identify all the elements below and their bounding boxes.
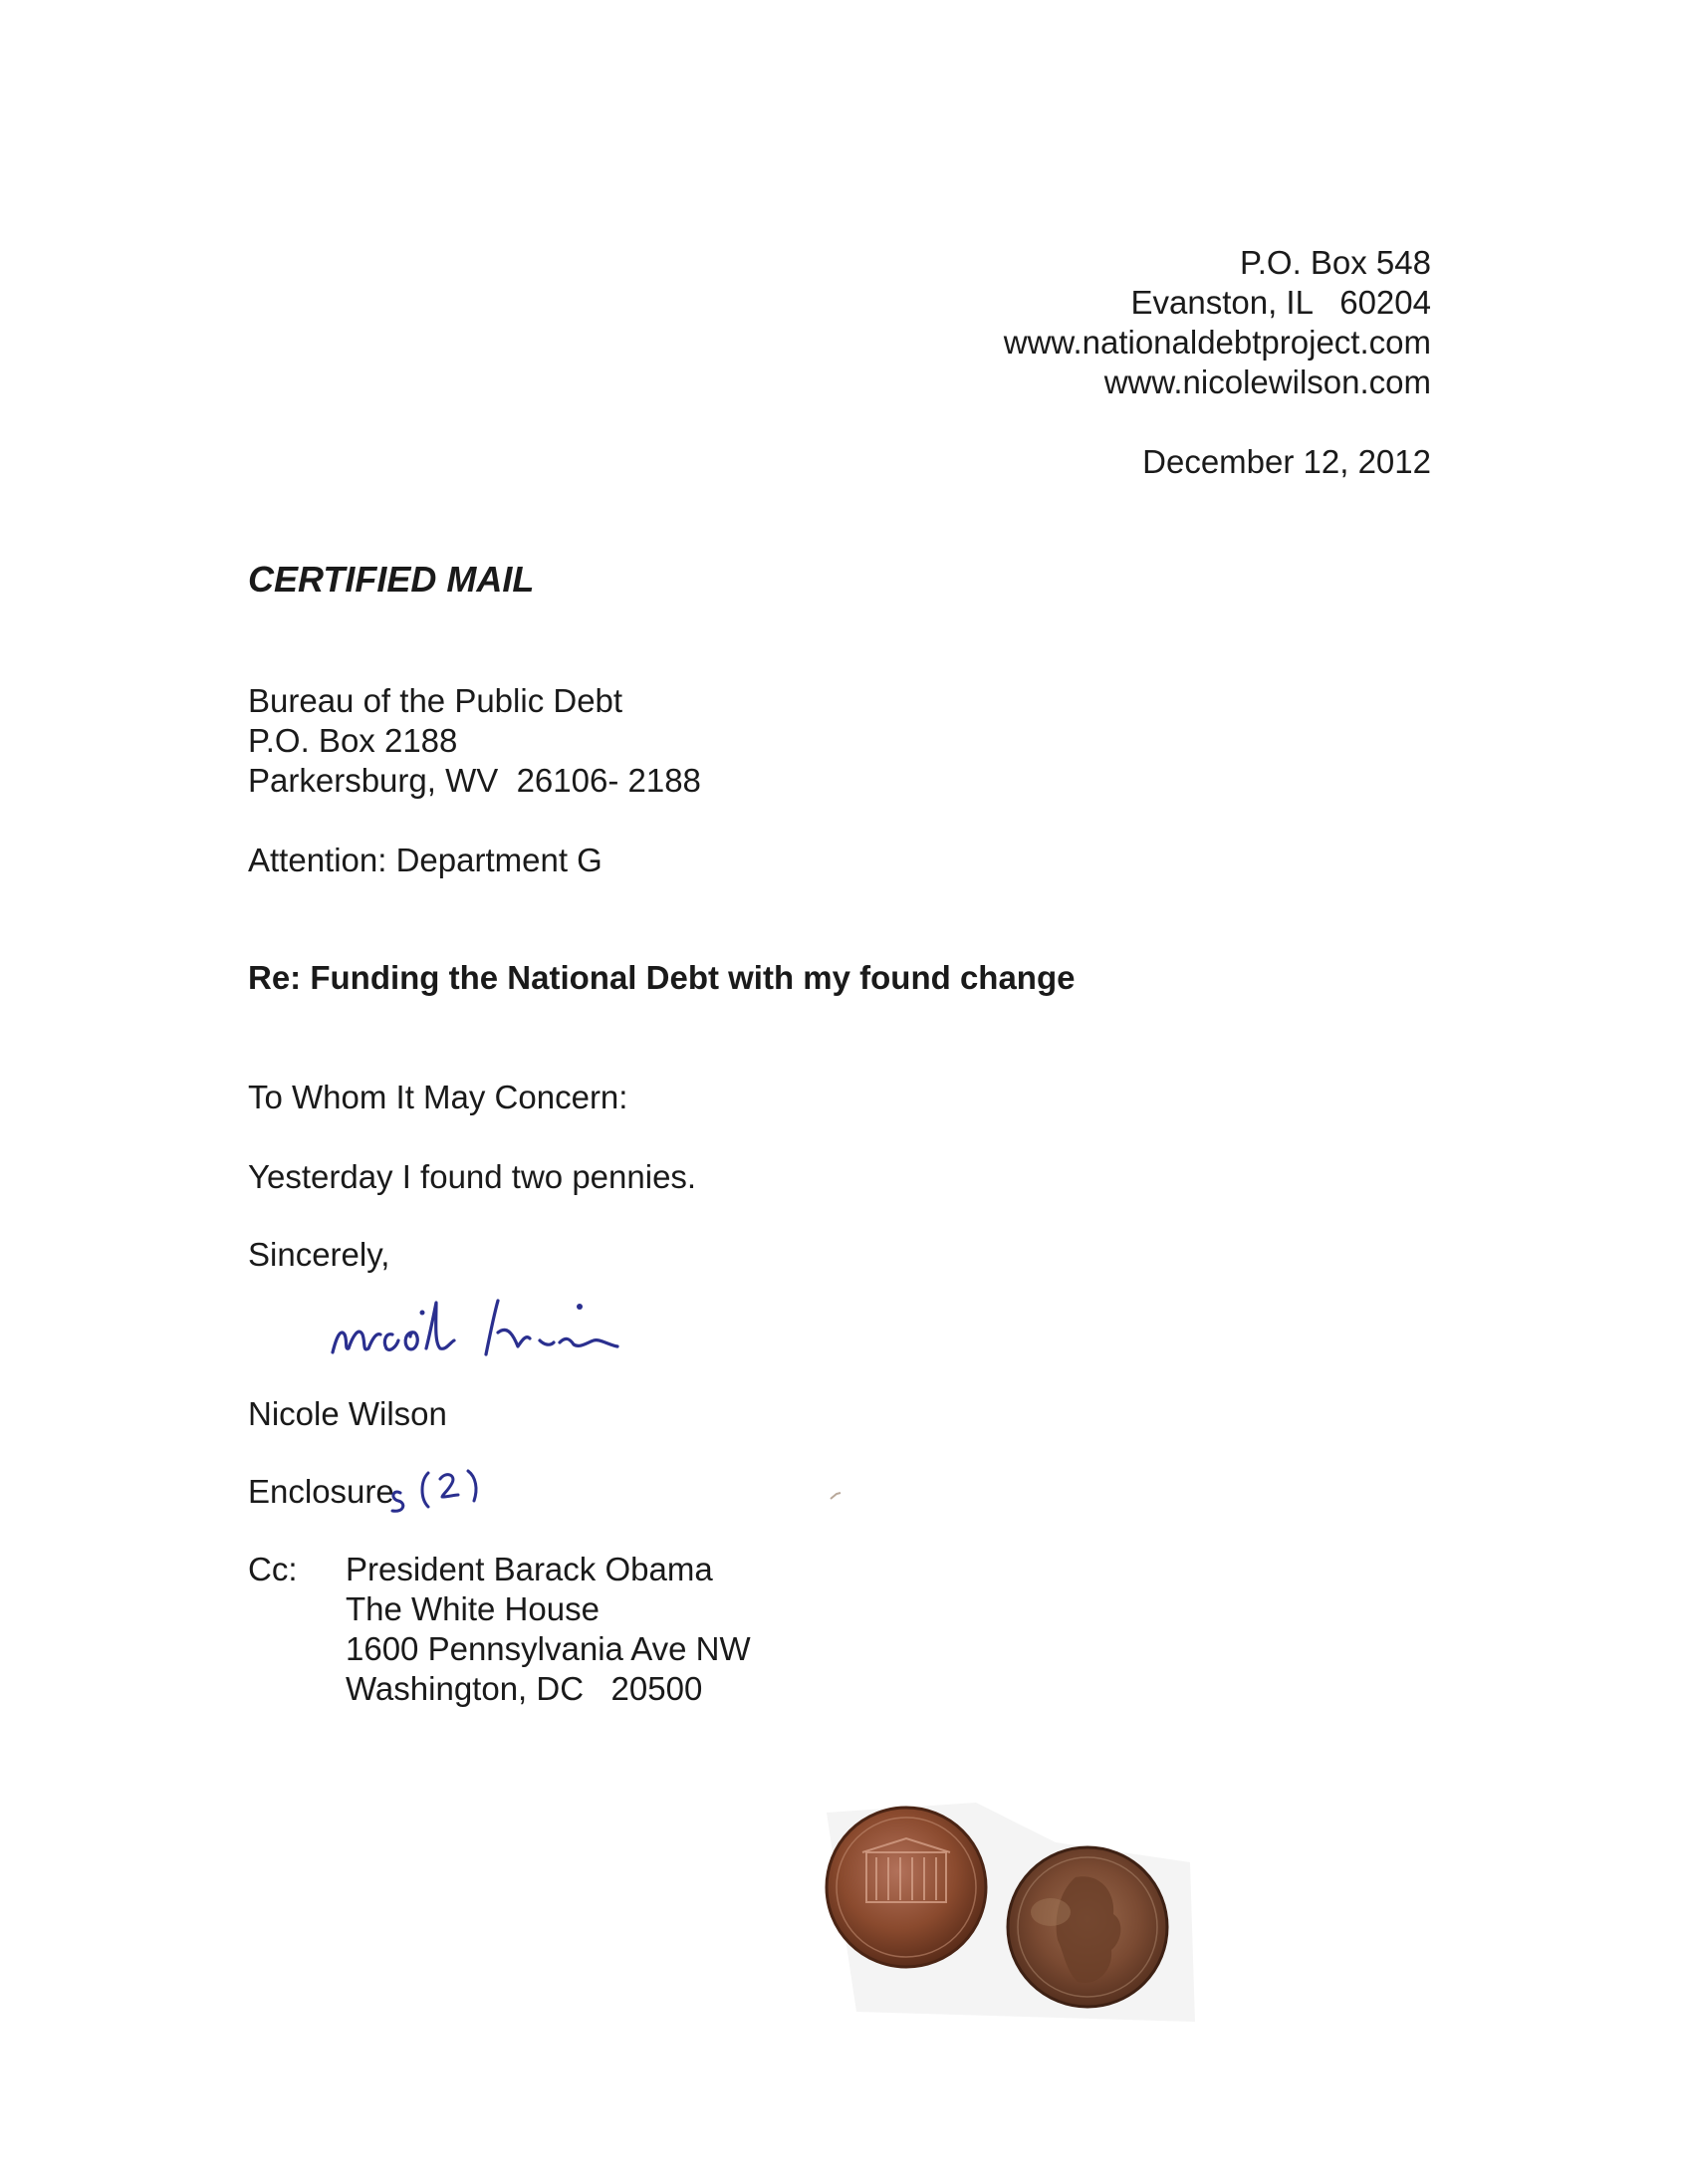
- recipient-address-line2: Parkersburg, WV 26106- 2188: [248, 762, 701, 799]
- delivery-method: CERTIFIED MAIL: [248, 559, 535, 600]
- cc-line-1: President Barack Obama: [346, 1551, 713, 1587]
- attention-line: Attention: Department G: [248, 842, 603, 878]
- subject-line: Re: Funding the National Debt with my found change: [248, 959, 1076, 996]
- handwritten-signature: [319, 1263, 697, 1372]
- cc-label: Cc:: [248, 1551, 298, 1587]
- sender-website-1: www.nationaldebtproject.com: [1003, 324, 1431, 361]
- cc-line-3: 1600 Pennsylvania Ave NW: [346, 1630, 751, 1667]
- sender-address-line2: Evanston, IL 60204: [1130, 284, 1431, 321]
- paper-mark-icon: [829, 1491, 843, 1501]
- letter-body: Yesterday I found two pennies.: [248, 1158, 697, 1195]
- salutation: To Whom It May Concern:: [248, 1079, 628, 1115]
- enclosed-pennies-image: [797, 1783, 1215, 2042]
- penny-reverse: [827, 1808, 986, 1967]
- signer-name: Nicole Wilson: [248, 1395, 447, 1432]
- enclosures-label: Enclosure: [248, 1473, 394, 1510]
- sender-website-2: www.nicolewilson.com: [1103, 364, 1431, 400]
- letter-date: December 12, 2012: [1142, 443, 1431, 480]
- cc-line-4: Washington, DC 20500: [346, 1670, 703, 1707]
- cc-line-2: The White House: [346, 1590, 600, 1627]
- handwritten-enclosure-count: [388, 1459, 498, 1519]
- recipient-address-line1: P.O. Box 2188: [248, 722, 458, 759]
- recipient-name: Bureau of the Public Debt: [248, 682, 623, 719]
- penny-obverse: [1008, 1847, 1167, 2007]
- sender-address-line1: P.O. Box 548: [1239, 244, 1431, 281]
- closing: Sincerely,: [248, 1236, 390, 1273]
